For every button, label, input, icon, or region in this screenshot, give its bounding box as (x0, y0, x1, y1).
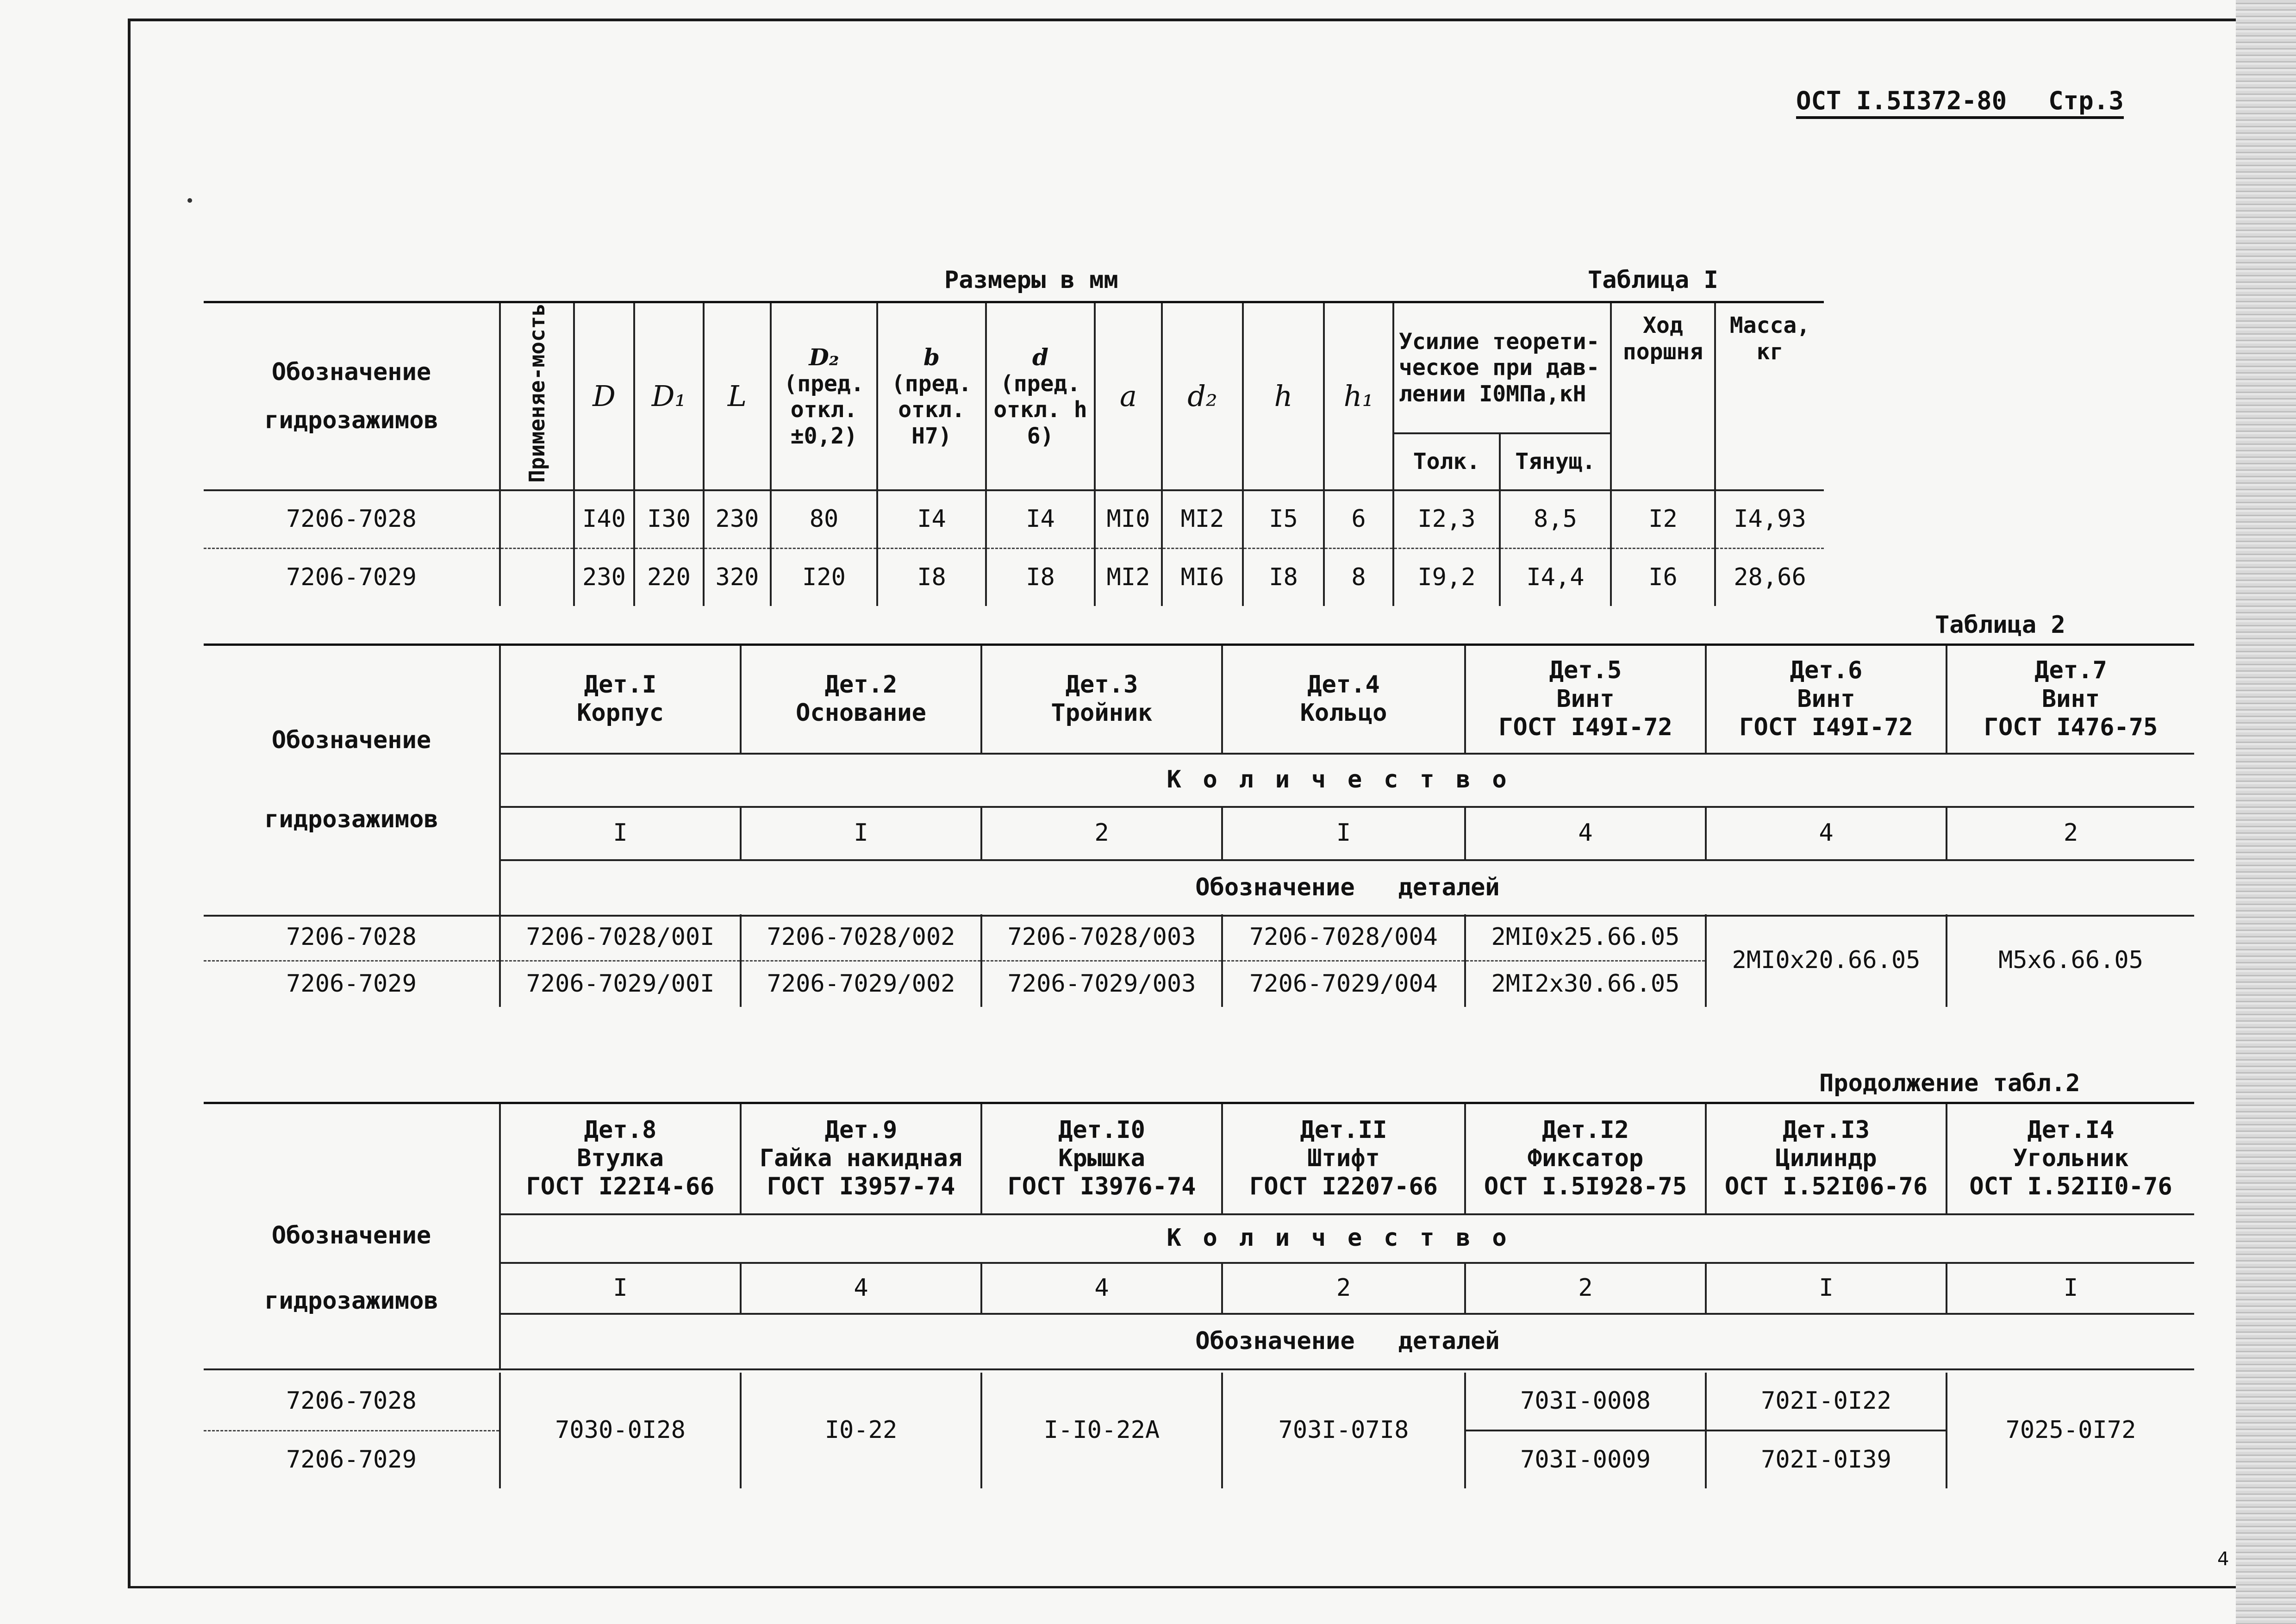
t2-row (204, 914, 2194, 961)
cell-D2: 80 (771, 490, 877, 548)
part-det: Дет.I4 (2027, 1116, 2115, 1144)
t3-row (204, 1373, 2194, 1430)
cell-d2: MI2 (1162, 490, 1243, 548)
detail-cell-common: 7025-0I72 (1947, 1373, 2194, 1488)
part-name: Винт (1797, 685, 1855, 713)
page-number: 4 (2217, 1549, 2229, 1570)
part-det: Дет.8 (584, 1116, 657, 1144)
t2-part-header (1465, 645, 1706, 754)
col-d2: d₂ (1162, 302, 1243, 491)
detail-cell-common: 7030-0I28 (500, 1373, 741, 1488)
qty-cell: I (1947, 1263, 2194, 1314)
cell-h: I8 (1243, 548, 1324, 606)
cell-mass: 28,66 (1715, 548, 1824, 606)
part-std: ГОСТ I49I-72 (1498, 713, 1672, 741)
detail-cell: 7206-7028/004 (1222, 914, 1465, 961)
qty-cell: 2 (1947, 807, 2194, 860)
t3-part-header (1222, 1103, 1465, 1214)
qty-cell: 2 (1465, 1263, 1706, 1314)
cell-b: I4 (877, 490, 986, 548)
col-designation: Обозначение гидрозажимов (204, 302, 500, 491)
qty-cell: 4 (1465, 807, 1706, 860)
cell-mass: I4,93 (1715, 490, 1824, 548)
t2-part-header (500, 645, 741, 754)
cell-D1: I30 (634, 490, 704, 548)
part-std: ГОСТ I3976-74 (1007, 1173, 1196, 1201)
col-b-label: (пред. откл. H7) (891, 370, 972, 449)
detail-cell-common: 703I-07I8 (1222, 1373, 1465, 1488)
part-det: Дет.I0 (1058, 1116, 1145, 1144)
table1-units-caption: Размеры в мм (944, 266, 1118, 294)
qty-cell: 4 (741, 1263, 981, 1314)
part-name: Цилиндр (1775, 1144, 1877, 1173)
t2-part-header (1706, 645, 1947, 754)
cell-h1: 8 (1324, 548, 1393, 606)
t2-designation-line2: гидрозажимов (264, 806, 438, 834)
scan-dot (187, 198, 192, 203)
document-header (1796, 86, 2124, 119)
cell-D: 230 (574, 548, 634, 606)
cell-d: I8 (986, 548, 1095, 606)
cell-push: I2,3 (1393, 490, 1500, 548)
cell-a: MI0 (1095, 490, 1162, 548)
part-det: Дет.I2 (1542, 1116, 1629, 1144)
qty-cell: 4 (1706, 807, 1947, 860)
scan-edge (2236, 0, 2296, 1624)
part-det: Дет.7 (2034, 656, 2107, 685)
cell-L: 230 (704, 490, 771, 548)
cell-b: I8 (877, 548, 986, 606)
t3-quantity-row (204, 1263, 2194, 1314)
part-std: ГОСТ I22I4-66 (526, 1173, 715, 1201)
part-std: ГОСТ I3957-74 (767, 1173, 955, 1201)
part-name: Крышка (1058, 1144, 1145, 1173)
part-name: Угольник (2013, 1144, 2129, 1173)
cell-pull: I4,4 (1500, 548, 1611, 606)
detail-cell-common: M5x6.66.05 (1947, 914, 2194, 1007)
detail-cell-common: I-I0-22A (981, 1373, 1222, 1488)
cell-applicability (500, 490, 574, 548)
cell-stroke: I2 (1611, 490, 1715, 548)
cell-pull: 8,5 (1500, 490, 1611, 548)
detail-cell: 703I-0009 (1465, 1430, 1706, 1488)
qty-cell: I (500, 807, 741, 860)
table1-row (204, 548, 1824, 606)
t3-designation-line1: Обозначение (271, 1221, 431, 1249)
part-det: Дет.4 (1307, 670, 1380, 699)
table2 (204, 643, 2194, 917)
row-designation: 7206-7028 (204, 914, 500, 961)
t3-part-header (1947, 1103, 2194, 1214)
col-d-label: (пред. откл. h 6) (993, 370, 1087, 449)
part-name: Штифт (1307, 1144, 1380, 1173)
detail-cell: 7206-7029/004 (1222, 961, 1465, 1007)
cell-D: I40 (574, 490, 634, 548)
col-h: h (1243, 302, 1324, 491)
part-det: Дет.5 (1549, 656, 1622, 685)
cell-a: MI2 (1095, 548, 1162, 606)
part-name: Основание (796, 699, 926, 727)
row-designation: 7206-7029 (286, 970, 417, 998)
part-det: Дет.I (584, 670, 657, 699)
col-applicability-label: Применяе-мость (524, 303, 549, 483)
cell-d: I4 (986, 490, 1095, 548)
part-name: Тройник (1051, 699, 1153, 727)
detail-cell-common: I0-22 (741, 1373, 981, 1488)
part-name: Корпус (577, 699, 664, 727)
detail-cell: 702I-0I39 (1706, 1430, 1947, 1488)
t3-part-header (741, 1103, 981, 1214)
part-name: Кольцо (1300, 699, 1387, 727)
t2-quantity-label: Количество (500, 754, 2194, 807)
t2-details-label: Обозначение деталей (500, 860, 2194, 916)
part-det: Дет.3 (1065, 670, 1138, 699)
t2-part-header (1947, 645, 2194, 754)
detail-cell: 7206-7028/00I (500, 914, 741, 961)
table1 (204, 301, 1824, 606)
t3-part-header (500, 1103, 741, 1214)
col-force: Усилие теорети-ческое при дав-лении I0МПа,кН (1393, 302, 1611, 433)
col-D2-symbol: D₂ (809, 343, 839, 371)
cell-h: I5 (1243, 490, 1324, 548)
detail-cell-common: 2MI0x20.66.05 (1706, 914, 1947, 1007)
part-det: Дет.I3 (1783, 1116, 1870, 1144)
col-mass: Масса, кг (1715, 302, 1824, 491)
detail-cell: 702I-0I22 (1706, 1373, 1947, 1430)
part-std: ГОСТ I2207-66 (1249, 1173, 1438, 1201)
row-designation: 7206-7029 (286, 1445, 417, 1474)
cell-D1: 220 (634, 548, 704, 606)
qty-cell: I (1706, 1263, 1947, 1314)
row-designation: 7206-7028 (204, 1373, 500, 1430)
part-det: Дет.9 (824, 1116, 898, 1144)
detail-cell: 7206-7028/002 (741, 914, 981, 961)
part-std: ОСТ I.52I06-76 (1724, 1173, 1928, 1201)
detail-cell: 2MI0x25.66.05 (1465, 914, 1706, 961)
detail-cell: 703I-0008 (1465, 1373, 1706, 1430)
col-D2 (771, 302, 877, 491)
part-det: Дет.6 (1790, 656, 1863, 685)
cell-h1: 6 (1324, 490, 1393, 548)
col-a: a (1095, 302, 1162, 491)
col-D: D (574, 302, 634, 491)
part-std: ГОСТ I476-75 (1984, 713, 2158, 741)
col-d (986, 302, 1095, 491)
table1-row (204, 490, 1824, 548)
qty-cell: 2 (1222, 1263, 1465, 1314)
detail-cell: 7206-7029/002 (741, 961, 981, 1007)
qty-cell: 4 (981, 1263, 1222, 1314)
table2-caption: Таблица 2 (1935, 611, 2065, 639)
cell-applicability (500, 548, 574, 606)
col-D2-label: (пред. откл. ±0,2) (784, 370, 864, 449)
cell-stroke: I6 (1611, 548, 1715, 606)
t2-designation-line1: Обозначение (271, 726, 431, 754)
t3-part-header (1465, 1103, 1706, 1214)
t3-part-header (1706, 1103, 1947, 1214)
cell-D2: I20 (771, 548, 877, 606)
page-label: Стр.3 (2048, 86, 2124, 115)
part-name: Втулка (577, 1144, 664, 1173)
part-name: Винт (2041, 685, 2100, 713)
table1-caption: Таблица I (1588, 266, 1718, 294)
part-det: Дет.2 (824, 670, 898, 699)
table3-caption: Продолжение табл.2 (1819, 1069, 2080, 1097)
detail-cell: 7206-7028/003 (981, 914, 1222, 961)
col-pull: Тянущ. (1500, 433, 1611, 490)
col-d-symbol: d (1032, 343, 1048, 371)
col-b (877, 302, 986, 491)
t3-designation-header (204, 1103, 500, 1369)
part-std: ГОСТ I49I-72 (1739, 713, 1913, 741)
col-applicability (500, 302, 574, 491)
t3-part-header (981, 1103, 1222, 1214)
row-designation: 7206-7028 (286, 505, 417, 533)
qty-cell: I (1222, 807, 1465, 860)
t2-quantity-row (204, 807, 2194, 860)
t3-designation-line2: гидрозажимов (264, 1287, 438, 1315)
qty-cell: I (741, 807, 981, 860)
row-designation: 7206-7029 (286, 563, 417, 591)
t2-part-header (981, 645, 1222, 754)
col-push: Толк. (1393, 433, 1500, 490)
col-L: L (704, 302, 771, 491)
doc-number: ОСТ I.5I372-80 (1796, 86, 2007, 115)
part-std: ОСТ I.52II0-76 (1969, 1173, 2172, 1201)
detail-cell: 7206-7029/00I (500, 961, 741, 1007)
table3-body (204, 1373, 2194, 1488)
col-stroke: Ход поршня (1611, 302, 1715, 491)
t2-designation-header (204, 645, 500, 916)
table3 (204, 1102, 2194, 1370)
table2-body (204, 914, 2194, 1007)
part-name: Фиксатор (1527, 1144, 1644, 1173)
cell-push: I9,2 (1393, 548, 1500, 606)
t3-details-label: Обозначение деталей (500, 1314, 2194, 1369)
part-det: Дет.II (1300, 1116, 1387, 1144)
col-b-symbol: b (923, 343, 940, 371)
col-h1: h₁ (1324, 302, 1393, 491)
t3-quantity-label: Количество (500, 1214, 2194, 1263)
t2-part-header (741, 645, 981, 754)
cell-L: 320 (704, 548, 771, 606)
part-name: Винт (1556, 685, 1615, 713)
detail-cell: 7206-7029/003 (981, 961, 1222, 1007)
t2-part-header (1222, 645, 1465, 754)
qty-cell: I (500, 1263, 741, 1314)
part-name: Гайка накидная (759, 1144, 963, 1173)
col-D1: D₁ (634, 302, 704, 491)
part-std: ОСТ I.5I928-75 (1484, 1173, 1687, 1201)
cell-d2: MI6 (1162, 548, 1243, 606)
qty-cell: 2 (981, 807, 1222, 860)
detail-cell: 2MI2x30.66.05 (1465, 961, 1706, 1007)
